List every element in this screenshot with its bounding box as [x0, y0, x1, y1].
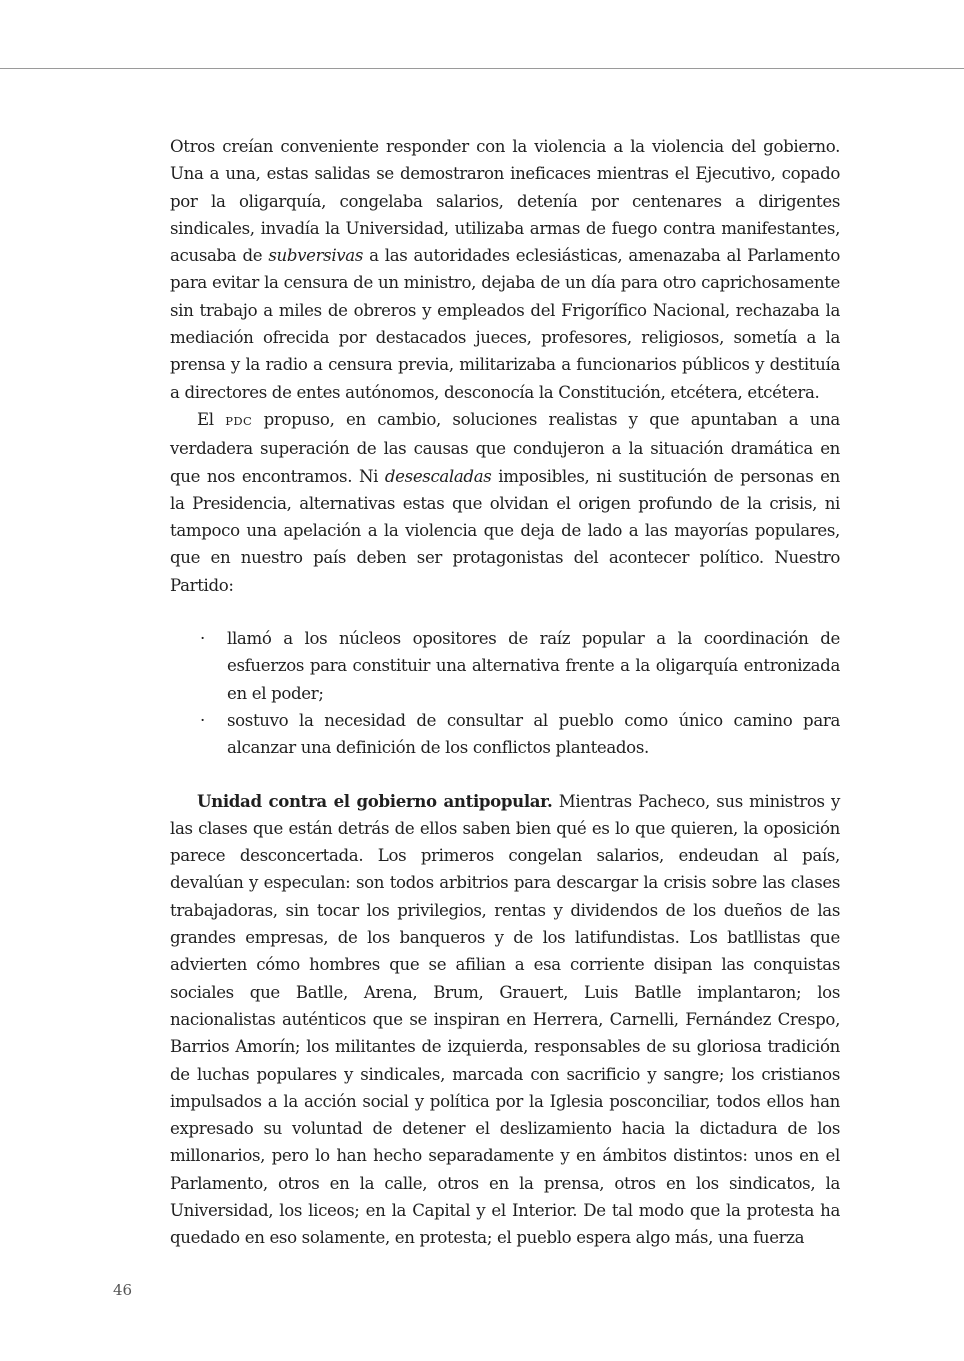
paragraph-3 [170, 788, 840, 1252]
paragraph-1 [170, 133, 840, 406]
p2-acronym: PDC [225, 413, 253, 428]
body-text [170, 133, 840, 1252]
p2-text-b: propuso, en cambio, soluciones realistas y que apuntaban a una verdadera superación de las causas que condujeron a la situación dramática en que nos encontramos. Ni [170, 409, 840, 486]
p3-text: Mientras Pacheco, sus ministros y las clases que están detrás de ellos saben bien qué es lo que quieren, la oposición parece desconcertada. Los primeros congelan salarios, endeudan al país, devalúan y especulan: son todos arbitrios para descargar la crisis sobre las clases trabajadoras, sin tocar los privilegios, rentas y dividendos de los dueños de las grandes empresas, de los banqueros y de los latifundistas. Los batllistas que advierten cómo hombres que se afilian a esa corriente disipan las conquistas sociales que Batlle, Arena, Brum, Grauert, Luis Batlle implantaron; los nacionalistas auténticos que se inspiran en Herrera, Carnelli, Fernández Crespo, Barrios Amorín; los militantes de izquierda, responsables de su gloriosa tradición de luchas populares y sindicales, marcada con sacrificio y sangre; los cristianos impulsados a la acción social y política por la Iglesia posconciliar, todos ellos han expresado su voluntad de detener el deslizamiento hacia la dictadura de los millonarios, pero lo han hecho separadamente y en ámbitos distintos: unos en el Parlamento, otros en la calle, otros en la prensa, otros en los sindicatos, la Universidad, los liceos; en la Capital y el Interior. De tal modo que la protesta ha quedado en eso solamente, en protesta; el pueblo espera algo más, una fuerza [170, 791, 840, 1248]
p2-text-a: El [197, 409, 226, 429]
list-item-text: sostuvo la necesidad de consultar al pueblo como único camino para alcanzar una definición de los conflictos planteados. [227, 710, 840, 758]
p1-text-a: Otros creían conveniente responder con la violencia a la violencia del gobierno. Una a una, estas salidas se demostraron ineficaces mientras el Ejecutivo, copado por la oligarquía, congelaba salarios, detenía por centenares a dirigentes sindicales, invadía la Universidad, utilizaba armas de fuego contra manifestantes, acusaba de [170, 137, 840, 266]
list-item [170, 707, 840, 762]
p2-text-c: imposibles, ni sustitución de personas en la Presidencia, alternativas estas que olvidan el origen profundo de la crisis, ni tampoco una apelación a la violencia que deja de lado a las mayorías populares, que en nuestro país deben ser protagonistas del acontecer político. Nuestro Partido: [170, 466, 840, 595]
bullet-icon: · [200, 629, 205, 649]
page-number: 46 [113, 1281, 133, 1299]
bullet-icon: · [200, 710, 205, 730]
p2-emphasis: desescaladas [384, 466, 492, 486]
header-rule [0, 68, 964, 69]
list-item-text: llamó a los núcleos opositores de raíz popular a la coordinación de esfuerzos para constituir una alternativa frente a la oligarquía entronizada en el poder; [227, 629, 840, 703]
list-item [170, 625, 840, 707]
paragraph-2 [170, 406, 840, 599]
p1-text-b: a las autoridades eclesiásticas, amenazaba al Parlamento para evitar la censura de un ministro, dejaba de un día para otro caprichosamente sin trabajo a miles de obreros y empleados del Frigorífico Nacional, rechazaba la mediación ofrecida por destacados jueces, profesores, religiosos, sometía a la prensa y la radio a censura previa, militarizaba a funcionarios públicos y destituía a directores de entes autónomos, desconocía la Constitución, etcétera, etcétera. [170, 246, 840, 402]
p1-emphasis: subversivas [268, 246, 364, 266]
bullet-list [170, 625, 840, 761]
section-heading: Unidad contra el gobierno antipopular. [197, 790, 553, 811]
